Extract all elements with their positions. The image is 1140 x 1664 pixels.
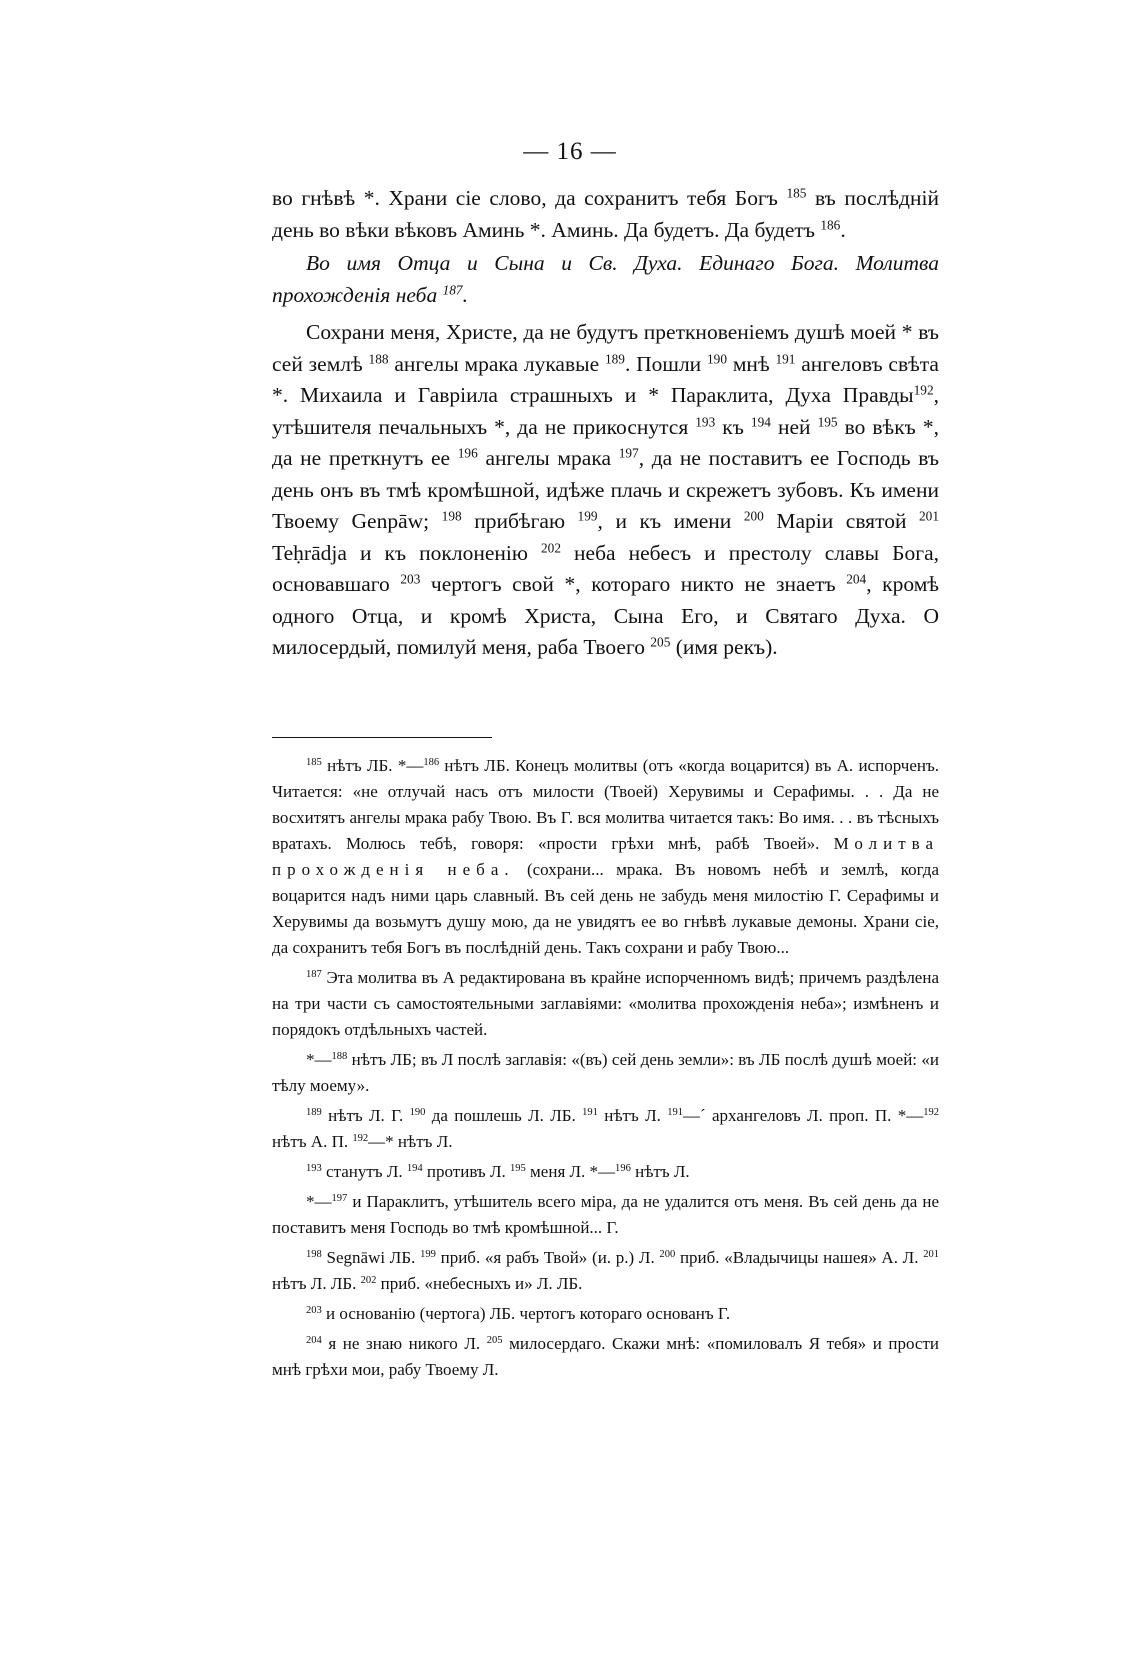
footnote-ref: 202 — [540, 540, 561, 556]
paragraph-1: во гнѣвѣ *. Храни сіе слово, да сохранитъ тебя Богъ $^{185}$ въ послѣдній день во вѣки вѣковъ Аминь *. Аминь. Да будетъ. Да будетъ $^{186}$. — [272, 185, 939, 242]
footnote: $^{203}$ и основанію (чертога) ЛБ. чертогъ котораго основанъ Г. — [306, 1304, 731, 1323]
footnote-divider — [272, 737, 492, 738]
footnote-ref: 204 — [846, 571, 867, 587]
footnote: $^{193}$ станутъ Л. $^{194}$ противъ Л. $^{195}$ меня Л. *—$^{196}$ нѣтъ Л. — [306, 1162, 690, 1181]
footnote-ref: 186 — [820, 217, 841, 233]
footnote-ref: 199 — [577, 508, 598, 524]
footnote: *—$^{188}$ нѣтъ ЛБ; въ Л послѣ заглавія: «(въ) сей день земли»: въ ЛБ послѣ душѣ моей: «и тѣлу моему». — [272, 1050, 939, 1095]
footnote-ref: 197 — [618, 445, 639, 461]
page-number: — 16 — — [523, 138, 617, 165]
footnote-ref: 203 — [400, 571, 421, 587]
footnote: *—$^{197}$ и Параклитъ, утѣшитель всего міра, да не удалится отъ меня. Въ сей день да не поставитъ меня Господь во тмѣ кромѣшной... Г. — [272, 1192, 939, 1237]
footnote-ref: 193 — [695, 414, 716, 430]
footnote-ref: 195 — [817, 414, 838, 430]
footnote-ref: 198 — [441, 508, 462, 524]
footnote: $^{204}$ я не знаю никого Л. $^{205}$ милосердаго. Скажи мнѣ: «помиловалъ Я тебя» и прости мнѣ грѣхи мои, рабу Твоему Л. — [272, 1334, 939, 1379]
footnote-ref: 188 — [368, 351, 389, 367]
footnote-ref: 191 — [775, 351, 796, 367]
footnote-ref: 196 — [457, 445, 478, 461]
footnote: $^{185}$ нѣтъ ЛБ. *—$^{186}$ нѣтъ ЛБ. Конецъ молитвы (отъ «когда воцарится) въ А. испорченъ. Читается: «не отлучай насъ отъ милости (Твоей) Херувимы и Серафимы. . . Да не восхитятъ ангелы мрака рабу Твою. Въ Г. вся молитва читается такъ: Во имя. . . въ тѣсныхъ вратахъ. Молюсь тебѣ, говоря: «прости грѣхи мнѣ, рабѣ Твоей». Молитва прохожденія неба. (сохрани... мрака. Въ новомъ небѣ и землѣ, когда воцарится надъ ними царь славный. Въ сей день не забудь меня милостію Г. Серафимы и Херувимы да возьмутъ душу мою, да не увидятъ ее во гнѣвѣ лукавые демоны. Храни сіе, да сохранитъ тебя Богъ въ послѣдній день. Такъ сохрани и рабу Твою... — [272, 756, 940, 957]
footnote-ref: 190 — [707, 351, 728, 367]
footnote-ref: 194 — [750, 414, 771, 430]
footnote-ref: 201 — [918, 508, 939, 524]
footnote: $^{187}$ Эта молитва въ А редактирована въ крайне испорченномъ видѣ; причемъ раздѣлена на три части съ самостоятельными заглавіями: «молитва прохожденія неба»; измѣненъ и порядокъ отдѣльныхъ частей. — [272, 968, 939, 1039]
footnote-ref: 205 — [650, 634, 671, 650]
footnote-ref: 187 — [442, 282, 463, 298]
prayer-heading: Во имя Отца и Сына и Св. Духа. Единаго Бога. Молитва прохожденія неба $^{187}$. — [272, 251, 939, 307]
footnote-ref: 192 — [913, 382, 934, 398]
paragraph-2: Сохрани меня, Христе, да не будутъ преткновеніемъ душѣ моей * въ сей землѣ $^{188}$ ангелы мрака лукавые $^{189}$. Пошли $^{190}$ мнѣ $^{191}$ ангеловъ свѣта *. Михаила и Гавріила страшныхъ и * Параклита, Духа Правды$^{192}$, утѣшителя печальныхъ *, да не прикоснутся $^{193}$ къ $^{194}$ ней $^{195}$ во вѣкъ *, да не преткнутъ ее $^{196}$ ангелы мрака $^{197}$, да не поставитъ ее Господь въ день онъ въ тмѣ кромѣшной, идѣже плачь и скрежетъ зубовъ. Къ имени Твоему Genpāw; $^{198}$ прибѣгаю $^{199}$, и къ имени $^{200}$ Маріи святой $^{201}$ Teḥrādja и къ поклоненію $^{202}$ неба небесъ и престолу славы Бога, основавшаго $^{203}$ чертогъ свой *, котораго никто не знаетъ $^{204}$, кромѣ одного Отца, и кромѣ Христа, Сына Его, и Святаго Духа. О милосердый, помилуй меня, раба Твоего $^{205}$ (имя рекъ). — [272, 320, 940, 659]
footnote-ref: 200 — [743, 508, 764, 524]
footnotes — [272, 753, 939, 1387]
footnote: $^{189}$ нѣтъ Л. Г. $^{190}$ да пошлешь Л. ЛБ. $^{191}$ нѣтъ Л. $^{191}$—´ архангеловъ Л. проп. П. *—$^{192}$ нѣтъ А. П. $^{192}$—* нѣтъ Л. — [272, 1106, 939, 1151]
main-text — [272, 183, 939, 664]
footnote-ref: 185 — [786, 185, 807, 201]
footnote-ref: 189 — [604, 351, 625, 367]
footnote: $^{198}$ Segnāwi ЛБ. $^{199}$ приб. «я рабъ Твой» (и. р.) Л. $^{200}$ приб. «Владычицы нашея» А. Л. $^{201}$ нѣтъ Л. ЛБ. $^{202}$ приб. «небесныхъ и» Л. ЛБ. — [272, 1248, 939, 1293]
